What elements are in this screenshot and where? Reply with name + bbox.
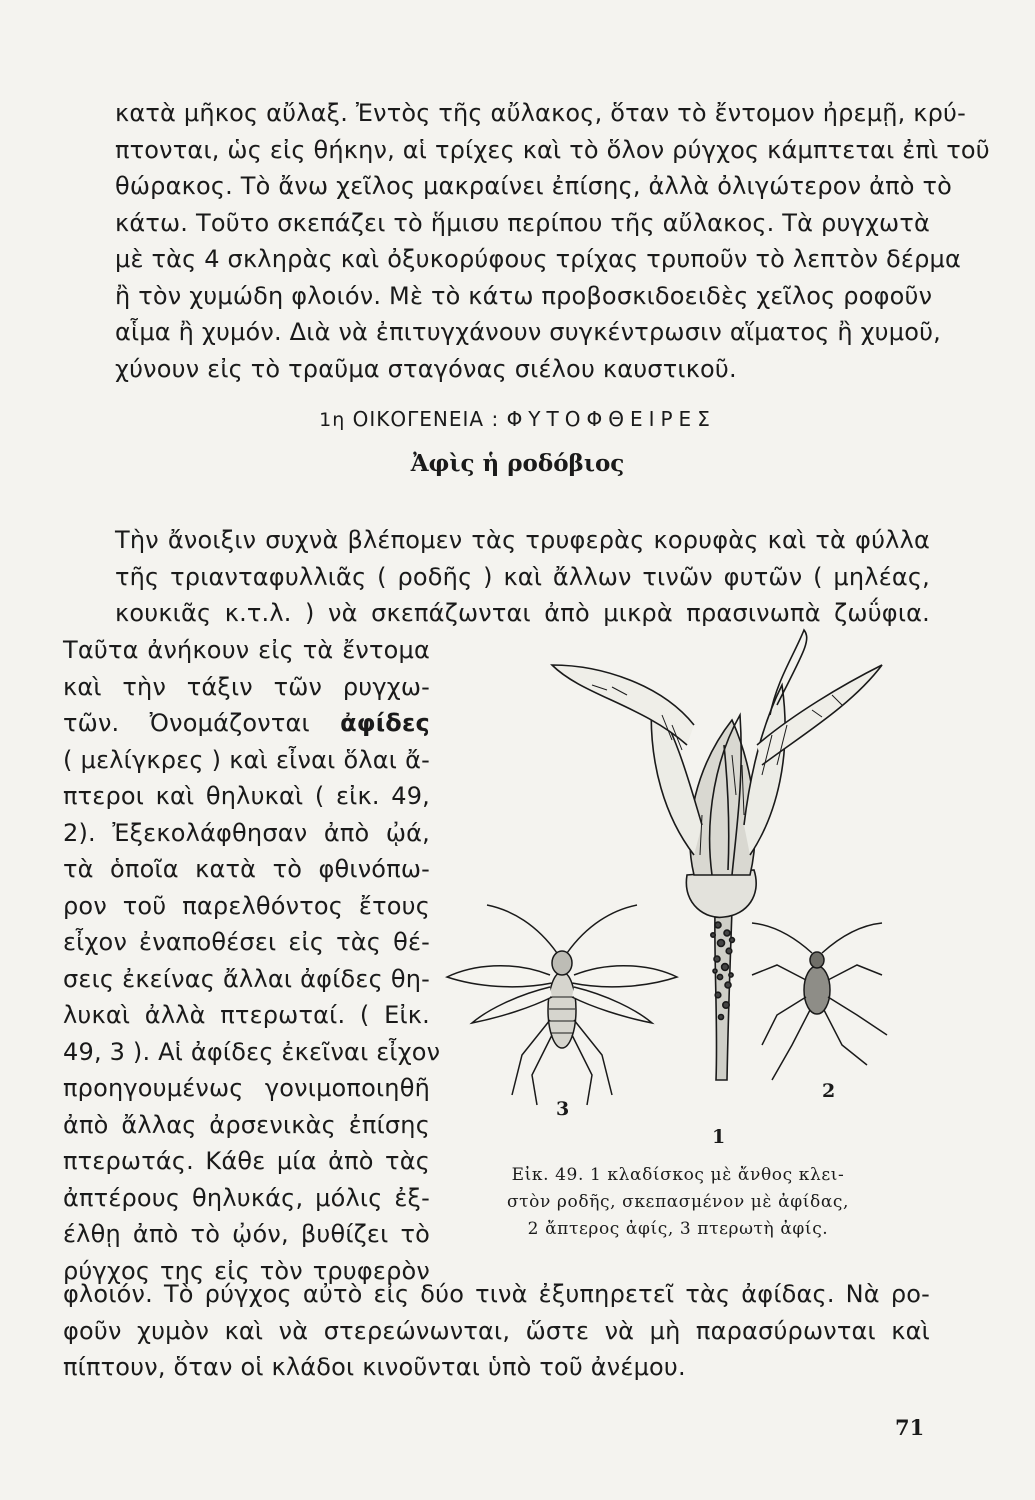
text-fragment: τῶν. Ὀνομάζονται [63,709,310,737]
text-line: τὰ ὁποῖα κατὰ τὸ φθινόπω- [63,855,430,883]
text-line: φλοιόν. Τὸ ρύγχος αὐτὸ εἰς δύο τινὰ ἐξυπηρετεῖ τὰς ἀφίδας. Νὰ ρο- [63,1280,930,1308]
paragraph-mouthparts [115,95,990,387]
text-line: Τὴν ἄνοιξιν συχνὰ βλέπομεν τὰς τρυφερὰς κορυφὰς καὶ τὰ φύλλα [115,526,930,554]
text-line: Ταῦτα ἀνήκουν εἰς τὰ ἔντομα [63,636,430,664]
text-line: 49, 3 ). Αἱ ἀφίδες ἐκεῖναι εἶχον [63,1037,441,1066]
figure-label-2: 2 [822,1080,836,1102]
figure-caption [468,1162,888,1243]
family-label: ΟΙΚΟΓΕΝΕΙΑ : [352,407,500,431]
text-line: ( μελίγκρες ) καὶ εἶναι ὅλαι ἄ- [63,745,430,774]
paragraph-aphids [63,632,441,1289]
text-line: πίπτουν, ὅταν οἱ κλάδοι κινοῦνται ὑπὸ τοῦ ἀνέμου. [63,1353,686,1381]
text-line: ἢ τὸν χυμώδη φλοιόν. Μὲ τὸ κάτω προβοσκιδοειδὲς χεῖλος ροφοῦν [115,281,933,310]
text-line: ρύγχος της εἰς τὸν τρυφερὸν [63,1256,430,1285]
paragraph-intro [115,522,930,632]
figure-rose-aphids [432,625,932,1165]
figure-label-1: 1 [712,1126,726,1148]
term-aphids: ἀφίδες [340,709,430,737]
species-heading: Ἀφὶς ἡ ροδόβιος [410,450,625,477]
text-line: χύνουν εἰς τὸ τραῦμα σταγόνας σιέλου καυστικοῦ. [115,354,737,383]
winged-aphid-illustration [447,905,677,1105]
caption-line: Εἰκ. 49. 1 κλαδίσκος μὲ ἄνθος κλει- [511,1165,845,1185]
text-line: 2). Ἐξεκολάφθησαν ἀπὸ ᾠά, [63,818,430,847]
text-line: εἶχον ἐναποθέσει εἰς τὰς θέ- [63,928,430,956]
text-line: πτονται, ὡς εἰς θήκην, αἱ τρίχες καὶ τὸ ὅλον ρύγχος κάμπτεται ἐπὶ τοῦ [115,135,990,164]
text-line: λυκαὶ ἀλλὰ πτερωταί. ( Εἰκ. [63,1001,430,1029]
caption-line: 2 ἄπτερος ἀφίς, 3 πτερωτὴ ἀφίς. [527,1219,829,1239]
text-line: αἷμα ἢ χυμόν. Διὰ νὰ ἐπιτυγχάνουν συγκέντρωσιν αἵματος ἢ χυμοῦ, [115,318,941,346]
text-line: έλθῃ ἀπὸ τὸ ᾠόν, βυθίζει τὸ [63,1220,430,1248]
family-name: ΦΥΤΟΦΘΕΙΡΕΣ [506,407,716,431]
text-line: κάτω. Τοῦτο σκεπάζει τὸ ἥμισυ περίπου τῆς αὔλακος. Τὰ ρυγχωτὰ [115,208,930,237]
text-line: μὲ τὰς 4 σκληρὰς καὶ ὀξυκορύφους τρίχας τρυποῦν τὸ λεπτὸν δέρμα [115,245,961,273]
text-line: ρον τοῦ παρελθόντος ἔτους [63,891,430,920]
text-line: πτεροι καὶ θηλυκαὶ ( εἰκ. 49, [63,782,430,810]
text-line: θώρακος. Τὸ ἄνω χεῖλος μακραίνει ἐπίσης, ἀλλὰ ὀλιγώτερον ἀπὸ τὸ [115,172,953,200]
text-line: κουκιᾶς κ.τ.λ. ) νὰ σκεπάζωνται ἀπὸ μικρὰ πρασινωπὰ ζωΰφια. [115,599,930,627]
text-line: προηγουμένως γονιμοποιηθῆ [63,1074,430,1102]
text-line: σεις ἐκείνας ἄλλαι ἀφίδες θη- [63,964,430,993]
caption-line: στὸν ροδῆς, σκεπασμένον μὲ ἀφίδας, [506,1192,850,1212]
rose-bud-illustration [552,630,882,1080]
text-line: κατὰ μῆκος αὔλαξ. Ἐντὸς τῆς αὔλακος, ὅταν τὸ ἔντομον ἠρεμῇ, κρύ- [115,99,966,127]
text-line: φοῦν χυμὸν καὶ νὰ στερεώνωνται, ὥστε νὰ μὴ παρασύρωνται καὶ [63,1316,930,1345]
page-number: 71 [895,1415,925,1440]
text-line [63,705,430,742]
text-line: τῆς τριανταφυλλιᾶς ( ροδῆς ) καὶ ἄλλων τινῶν φυτῶν ( μηλέας, [115,562,930,591]
figure-label-3: 3 [556,1098,570,1120]
text-line: καὶ τὴν τάξιν τῶν ρυγχω- [63,672,430,701]
text-line: ἀπὸ ἄλλας ἀρσενικὰς ἐπίσης [63,1110,430,1139]
family-number: 1η [319,409,346,431]
text-line: πτερωτάς. Κάθε μία ἀπὸ τὰς [63,1147,430,1175]
text-line: ἀπτέρους θηλυκάς, μόλις ἐξ- [63,1183,430,1212]
paragraph-rostrum [63,1276,930,1386]
family-heading [0,407,1035,431]
wingless-aphid-illustration [752,923,887,1080]
